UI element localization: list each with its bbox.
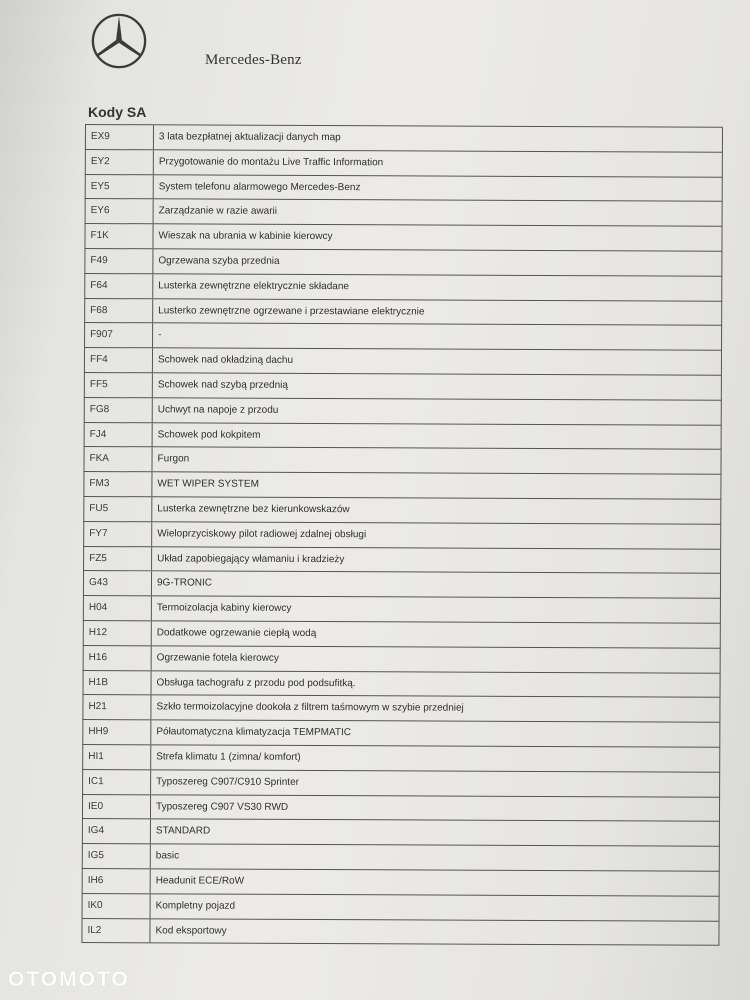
code-cell: IH6 — [83, 869, 151, 893]
table-row — [83, 547, 721, 575]
table-row — [83, 522, 721, 550]
code-cell: IK0 — [83, 894, 151, 918]
description-cell: basic — [155, 850, 180, 862]
code-cell: H12 — [84, 621, 152, 645]
table-row — [84, 249, 722, 277]
table-row — [85, 150, 723, 178]
sa-codes-table — [81, 124, 723, 946]
description-cell: Termoizolacja kabiny kierowcy — [156, 602, 292, 615]
code-cell: FJ4 — [85, 423, 153, 447]
table-row — [83, 596, 721, 624]
table-row — [82, 695, 720, 723]
code-cell: IC1 — [83, 770, 151, 794]
table-row — [83, 571, 721, 599]
description-cell: Przygotowanie do montażu Live Traffic Information — [158, 156, 384, 169]
table-row — [83, 472, 721, 500]
table-row — [85, 125, 723, 153]
table-row — [84, 323, 722, 351]
code-cell: H16 — [84, 646, 152, 670]
description-cell: 9G-TRONIC — [156, 577, 213, 589]
table-row — [84, 373, 722, 401]
description-cell: Wieloprzyciskowy pilot radiowej zdalnej obsługi — [157, 528, 367, 540]
code-cell: EY5 — [86, 175, 154, 199]
table-row — [84, 224, 722, 252]
code-cell: HH9 — [83, 720, 151, 744]
description-cell: Kompletny pojazd — [155, 900, 236, 912]
description-cell: Zarządzanie w razie awarii — [158, 205, 278, 218]
description-cell: Wieszak na ubrania w kabinie kierowcy — [158, 230, 333, 243]
table-row — [83, 621, 721, 649]
code-cell: IG5 — [83, 844, 151, 868]
table-row — [82, 770, 720, 798]
table-row — [82, 894, 720, 922]
code-cell: IG4 — [83, 819, 151, 843]
table-row — [84, 274, 722, 302]
table-row — [83, 497, 721, 525]
table-row — [82, 745, 720, 773]
description-cell: Lusterko zewnętrzne ogrzewane i przestawiane elektrycznie — [158, 304, 425, 318]
code-cell: FKA — [84, 447, 152, 471]
table-row — [83, 646, 721, 674]
table-row — [83, 671, 721, 699]
code-cell: HI1 — [83, 745, 151, 769]
table-row — [85, 199, 723, 227]
code-cell: FF5 — [85, 373, 153, 397]
table-row — [84, 398, 722, 426]
table-row — [82, 819, 720, 847]
mercedes-star-logo-icon — [90, 12, 148, 70]
table-row — [84, 348, 722, 376]
code-cell: FG8 — [85, 398, 153, 422]
code-cell: H21 — [83, 695, 151, 719]
code-cell: F49 — [85, 249, 153, 273]
description-cell: Furgon — [157, 453, 190, 465]
description-cell: Headunit ECE/RoW — [155, 875, 245, 887]
description-cell: Strefa klimatu 1 (zimna/ komfort) — [156, 751, 301, 763]
code-cell: H1B — [84, 671, 152, 695]
description-cell: Ogrzewanie fotela kierowcy — [156, 652, 279, 664]
description-cell: - — [158, 329, 162, 341]
description-cell: Półautomatyczna klimatyzacja TEMPMATIC — [156, 726, 352, 739]
description-cell: System telefonu alarmowego Mercedes-Benz — [158, 180, 361, 193]
description-cell: WET WIPER SYSTEM — [157, 478, 259, 490]
description-cell: Obsługa tachografu z przodu pod podsufitką. — [156, 676, 356, 689]
description-cell: Schowek nad szybą przednią — [157, 379, 288, 391]
code-cell: IE0 — [83, 795, 151, 819]
description-cell: Szkło termoizolacyjne dookoła z filtrem taśmowym w szybie przedniej — [156, 701, 464, 714]
otomoto-watermark: OTOMOTO — [8, 968, 130, 991]
description-cell: Kod eksportowy — [155, 924, 227, 937]
description-cell: Uchwyt na napoje z przodu — [157, 404, 279, 416]
code-cell: FF4 — [85, 348, 153, 372]
description-cell: 3 lata bezpłatnej aktualizacji danych map — [158, 131, 341, 144]
code-cell: FZ5 — [84, 547, 152, 571]
table-row — [82, 869, 720, 897]
description-cell: Ogrzewana szyba przednia — [158, 255, 280, 267]
description-cell: Typoszereg C907 VS30 RWD — [155, 800, 289, 813]
code-cell: F907 — [85, 323, 153, 347]
description-cell: Lusterka zewnętrzne bez kierunkowskazów — [157, 503, 350, 516]
description-cell: Schowek pod kokpitem — [157, 428, 261, 441]
description-cell: STANDARD — [155, 825, 211, 837]
section-title: Kody SA — [88, 104, 147, 120]
code-cell: EX9 — [86, 125, 154, 149]
table-row — [81, 918, 719, 946]
description-cell: Lusterka zewnętrzne elektrycznie składane — [158, 280, 349, 292]
description-cell: Schowek nad okładziną dachu — [157, 354, 294, 367]
description-cell: Typoszereg C907/C910 Sprinter — [156, 776, 300, 788]
table-row — [84, 299, 722, 327]
code-cell: EY6 — [86, 199, 154, 223]
code-cell: F64 — [85, 274, 153, 298]
table-row — [82, 720, 720, 748]
description-cell: Dodatkowe ogrzewanie ciepłą wodą — [156, 627, 317, 639]
code-cell: G43 — [84, 571, 152, 595]
code-cell: IL2 — [82, 918, 150, 942]
code-cell: FM3 — [84, 472, 152, 496]
table-row — [82, 844, 720, 872]
code-cell: F68 — [85, 299, 153, 323]
code-cell: H04 — [84, 596, 152, 620]
table-row — [84, 423, 722, 451]
code-cell: EY2 — [86, 150, 154, 174]
table-row — [83, 447, 721, 475]
description-cell: Układ zapobiegający włamaniu i kradzieży — [157, 552, 345, 565]
table-row — [85, 175, 723, 203]
code-cell: F1K — [85, 224, 153, 248]
code-cell: FY7 — [84, 522, 152, 546]
code-cell: FU5 — [84, 497, 152, 521]
table-row — [82, 795, 720, 823]
brand-name: Mercedes-Benz — [205, 52, 302, 68]
